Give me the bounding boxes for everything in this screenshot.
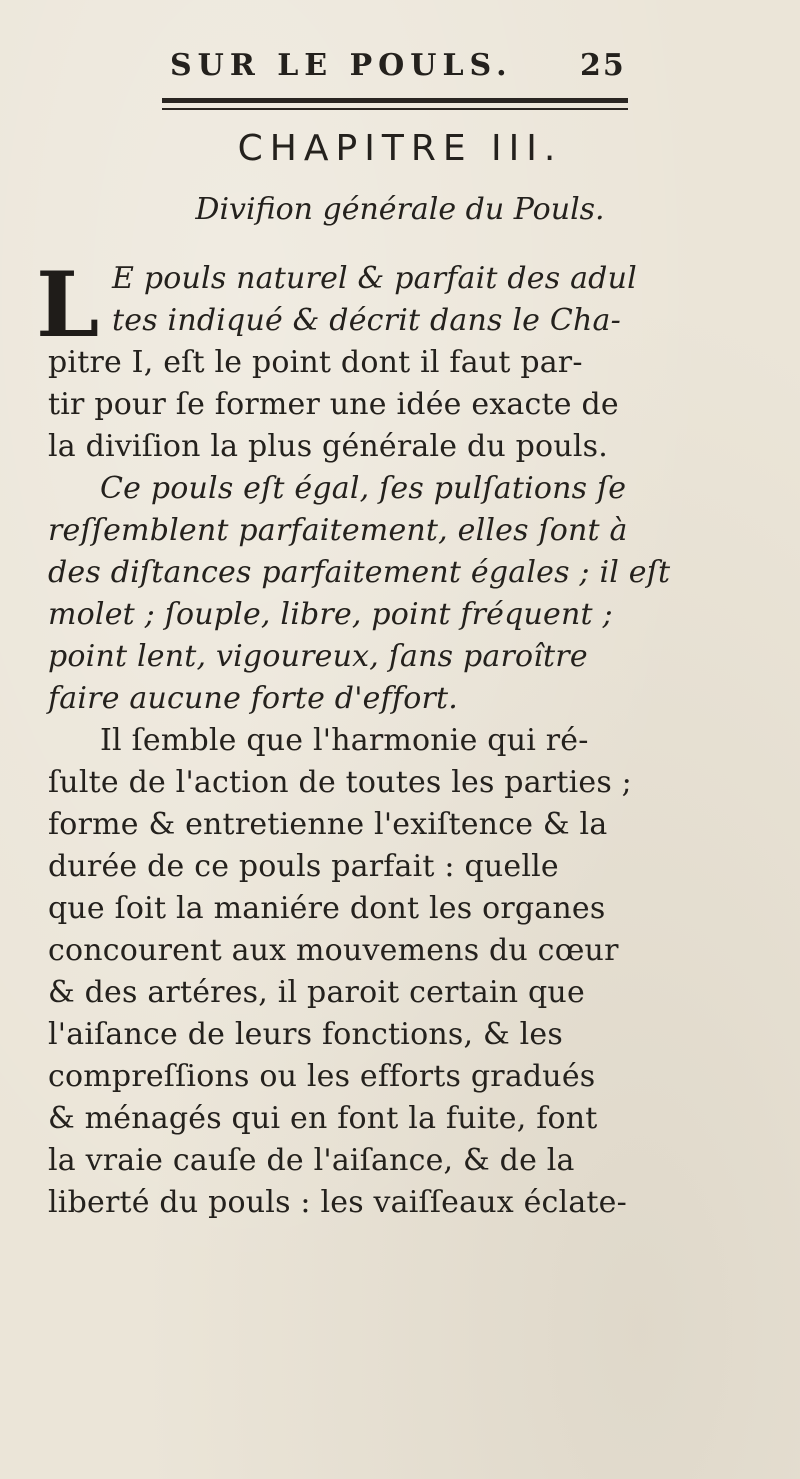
text-line: E pouls naturel & parfait des adul	[112, 261, 637, 296]
text-line: l'aiſance de leurs fonctions, & les	[48, 1017, 563, 1052]
text-line: la vraie cauſe de l'aiſance, & de la	[48, 1143, 575, 1178]
text-line: tir pour ſe former une idée exacte de	[48, 387, 619, 422]
chapter-title: CHAPITRE III.	[237, 128, 563, 169]
header-rule-thin	[162, 108, 628, 110]
page-number: 25	[580, 48, 626, 83]
text-line: forme & entretienne l'exiſtence & la	[48, 807, 608, 842]
drop-cap: L	[36, 252, 100, 358]
running-header	[160, 48, 640, 88]
text-line: que ſoit la maniére dont les organes	[48, 891, 606, 926]
text-line: & ménagés qui en font la fuite, font	[48, 1101, 598, 1136]
text-line: des diſtances parfaitement égales ; il eſt	[48, 555, 671, 590]
text-line: molet ; ſouple, libre, point fréquent ;	[48, 597, 613, 632]
text-line: faire aucune forte d'effort.	[48, 681, 459, 716]
header-rule-thick	[162, 98, 628, 103]
text-line: point lent, vigoureux, ſans paroître	[48, 639, 588, 674]
text-line: la diviſion la plus générale du pouls.	[48, 429, 608, 464]
text-line: durée de ce pouls parfait : quelle	[48, 849, 559, 884]
text-line: compreſſions ou les efforts gradués	[48, 1059, 596, 1094]
text-line: Il ſemble que l'harmonie qui ré-	[100, 723, 589, 758]
text-line: Ce pouls eſt égal, ſes pulſations ſe	[100, 471, 627, 506]
running-title: SUR LE POULS.	[170, 48, 513, 83]
text-line: & des artéres, il paroit certain que	[48, 975, 585, 1010]
chapter-subtitle: Divifion générale du Pouls.	[195, 192, 605, 227]
text-line: ſulte de l'action de toutes les parties ;	[48, 765, 632, 800]
text-line: liberté du pouls : les vaiſſeaux éclate-	[48, 1185, 627, 1220]
text-line: tes indiqué & décrit dans le Cha-	[112, 303, 621, 338]
text-line: reſſemblent parfaitement, elles ſont à	[48, 513, 628, 548]
text-line: concourent aux mouvemens du cœur	[48, 933, 619, 968]
text-line: pitre I, eſt le point dont il faut par-	[48, 345, 583, 380]
